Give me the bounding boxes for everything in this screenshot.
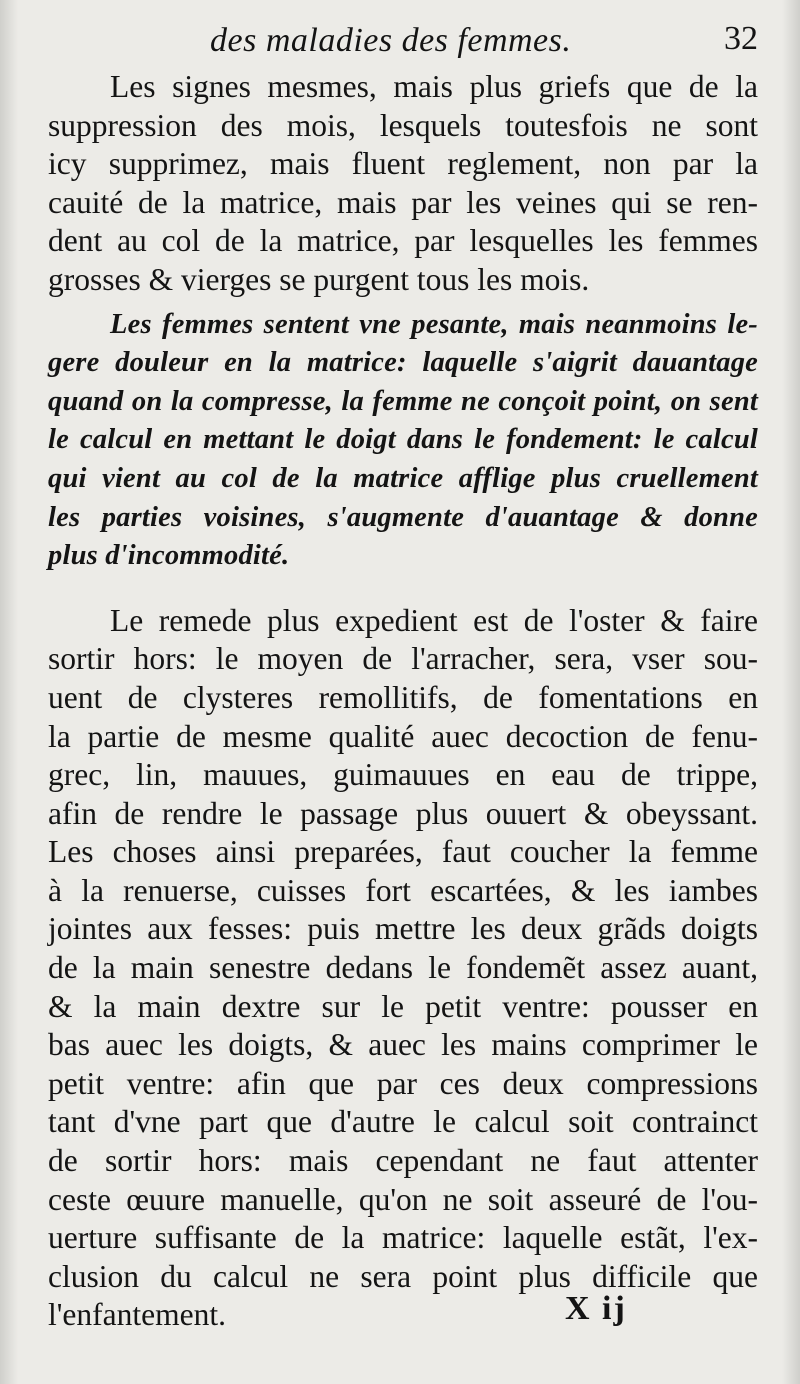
paragraph-remedy	[48, 602, 758, 1335]
text-line: les parties voisines, s'augmente d'auantage & donne	[48, 501, 758, 533]
text-line: petit ventre: afin que par ces deux compressions	[48, 1065, 758, 1101]
text-line: gere douleur en la matrice: laquelle s'aigrit dauantage	[48, 347, 758, 379]
text-line: sortir hors: le moyen de l'arracher, sera, vser sou-	[48, 641, 758, 677]
text-line: jointes aux fesses: puis mettre les deux grãds doigts	[48, 911, 758, 947]
page-header	[210, 20, 770, 64]
text-line: bas auec les doigts, & auec les mains comprimer le	[48, 1027, 758, 1063]
text-line: Les signes mesmes, mais plus griefs que de la	[110, 69, 758, 104]
page-edge-left	[0, 0, 18, 1384]
text-line: ceste œuure manuelle, qu'on ne soit asseuré de l'ou-	[48, 1181, 758, 1217]
text-line: plus d'incommodité.	[48, 540, 290, 572]
page-edge-right	[782, 0, 800, 1384]
text-line: à la renuerse, cuisses fort escartées, & les iambes	[48, 872, 758, 908]
page-number: 32	[724, 20, 758, 57]
text-line: icy supprimez, mais fluent reglement, non par la	[48, 146, 758, 182]
running-head: des maladies des femmes.	[210, 22, 572, 59]
text-line: qui vient au col de la matrice afflige plus cruellement	[48, 462, 758, 494]
text-line: la partie de mesme qualité auec decoction de fenu-	[48, 718, 758, 754]
text-line: tant d'vne part que d'autre le calcul soit contrainct	[48, 1104, 758, 1140]
text-line: Le remede plus expedient est de l'oster & faire	[110, 602, 758, 638]
text-line: afin de rendre le passage plus ouuert & obeyssant.	[48, 795, 758, 831]
text-line: de sortir hors: mais cependant ne faut attenter	[48, 1143, 758, 1179]
paragraph-italic-symptoms	[48, 306, 758, 576]
text-line: quand on la compresse, la femme ne conçoit point, on sent	[48, 385, 758, 417]
body-text	[48, 68, 758, 1335]
text-line: Les femmes sentent vne pesante, mais neanmoins le-	[110, 308, 758, 340]
signature-mark: X ij	[565, 1290, 627, 1327]
text-line: le calcul en mettant le doigt dans le fondement: le calcul	[48, 424, 758, 456]
text-line: uent de clysteres remollitifs, de fomentations en	[48, 679, 758, 715]
text-line: cauité de la matrice, mais par les veines qui se ren-	[48, 184, 758, 220]
text-line: grosses & vierges se purgent tous les mois.	[48, 261, 590, 297]
text-line: de la main senestre dedans le fondemẽt assez auant,	[48, 950, 758, 986]
text-line: l'enfantement.	[48, 1297, 226, 1333]
text-line: dent au col de la matrice, par lesquelles les femmes	[48, 223, 758, 259]
text-line: clusion du calcul ne sera point plus difficile que	[48, 1258, 758, 1294]
text-line: suppression des mois, lesquels toutesfois ne sont	[48, 107, 758, 143]
text-line: grec, lin, mauues, guimauues en eau de trippe,	[48, 757, 758, 793]
text-line: & la main dextre sur le petit ventre: pousser en	[48, 988, 758, 1024]
text-line: uerture suffisante de la matrice: laquelle estãt, l'ex-	[48, 1220, 758, 1256]
text-line: Les choses ainsi preparées, faut coucher la femme	[48, 834, 758, 870]
paragraph-signs	[48, 68, 758, 300]
